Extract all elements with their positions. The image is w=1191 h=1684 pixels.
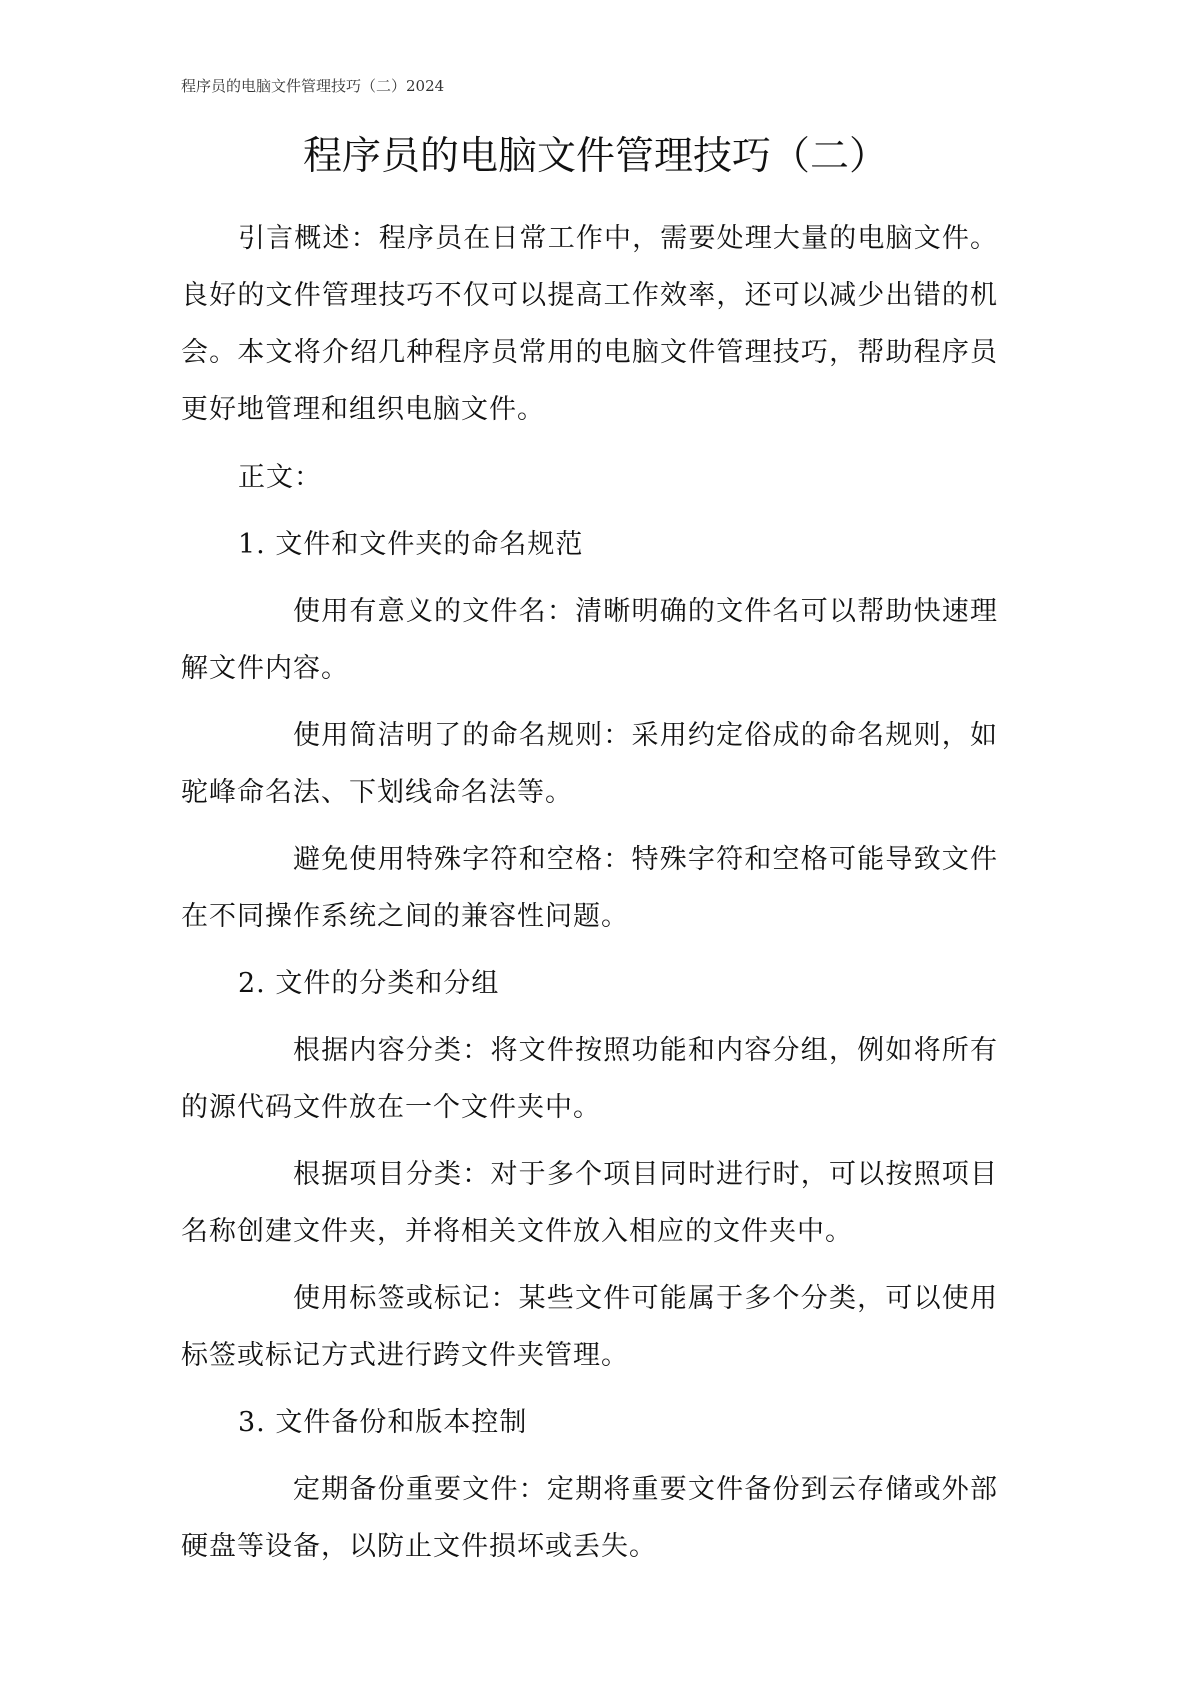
- section-1-item-2: 使用简洁明了的命名规则：采用约定俗成的命名规则，如驼峰命名法、下划线命名法等。: [181, 720, 998, 808]
- section-heading-2: 2. 文件的分类和分组: [238, 968, 500, 999]
- section-2-item-1: 根据内容分类：将文件按照功能和内容分组，例如将所有的源代码文件放在一个文件夹中。: [181, 1035, 998, 1123]
- section-3-item-1: 定期备份重要文件：定期将重要文件备份到云存储或外部硬盘等设备，以防止文件损坏或丢失。: [181, 1474, 998, 1562]
- section-heading-1: 1. 文件和文件夹的命名规范: [238, 529, 584, 560]
- document-body: [181, 210, 998, 1575]
- intro-paragraph: 引言概述：程序员在日常工作中，需要处理大量的电脑文件。良好的文件管理技巧不仅可以提高工作效率，还可以减少出错的机会。本文将介绍几种程序员常用的电脑文件管理技巧，帮助程序员更好地管理和组织电脑文件。: [181, 223, 998, 425]
- document-title: 程序员的电脑文件管理技巧（二）: [302, 134, 888, 179]
- section-2-item-2: 根据项目分类：对于多个项目同时进行时，可以按照项目名称创建文件夹，并将相关文件放入相应的文件夹中。: [181, 1159, 998, 1247]
- running-header: 程序员的电脑文件管理技巧（二）2024: [181, 77, 445, 95]
- section-heading-3: 3. 文件备份和版本控制: [238, 1407, 528, 1438]
- section-1-item-3: 避免使用特殊字符和空格：特殊字符和空格可能导致文件在不同操作系统之间的兼容性问题。: [181, 844, 998, 932]
- section-1-item-1: 使用有意义的文件名：清晰明确的文件名可以帮助快速理解文件内容。: [181, 596, 998, 684]
- body-label: 正文：: [238, 462, 322, 493]
- section-2-item-3: 使用标签或标记：某些文件可能属于多个分类，可以使用标签或标记方式进行跨文件夹管理。: [181, 1283, 998, 1371]
